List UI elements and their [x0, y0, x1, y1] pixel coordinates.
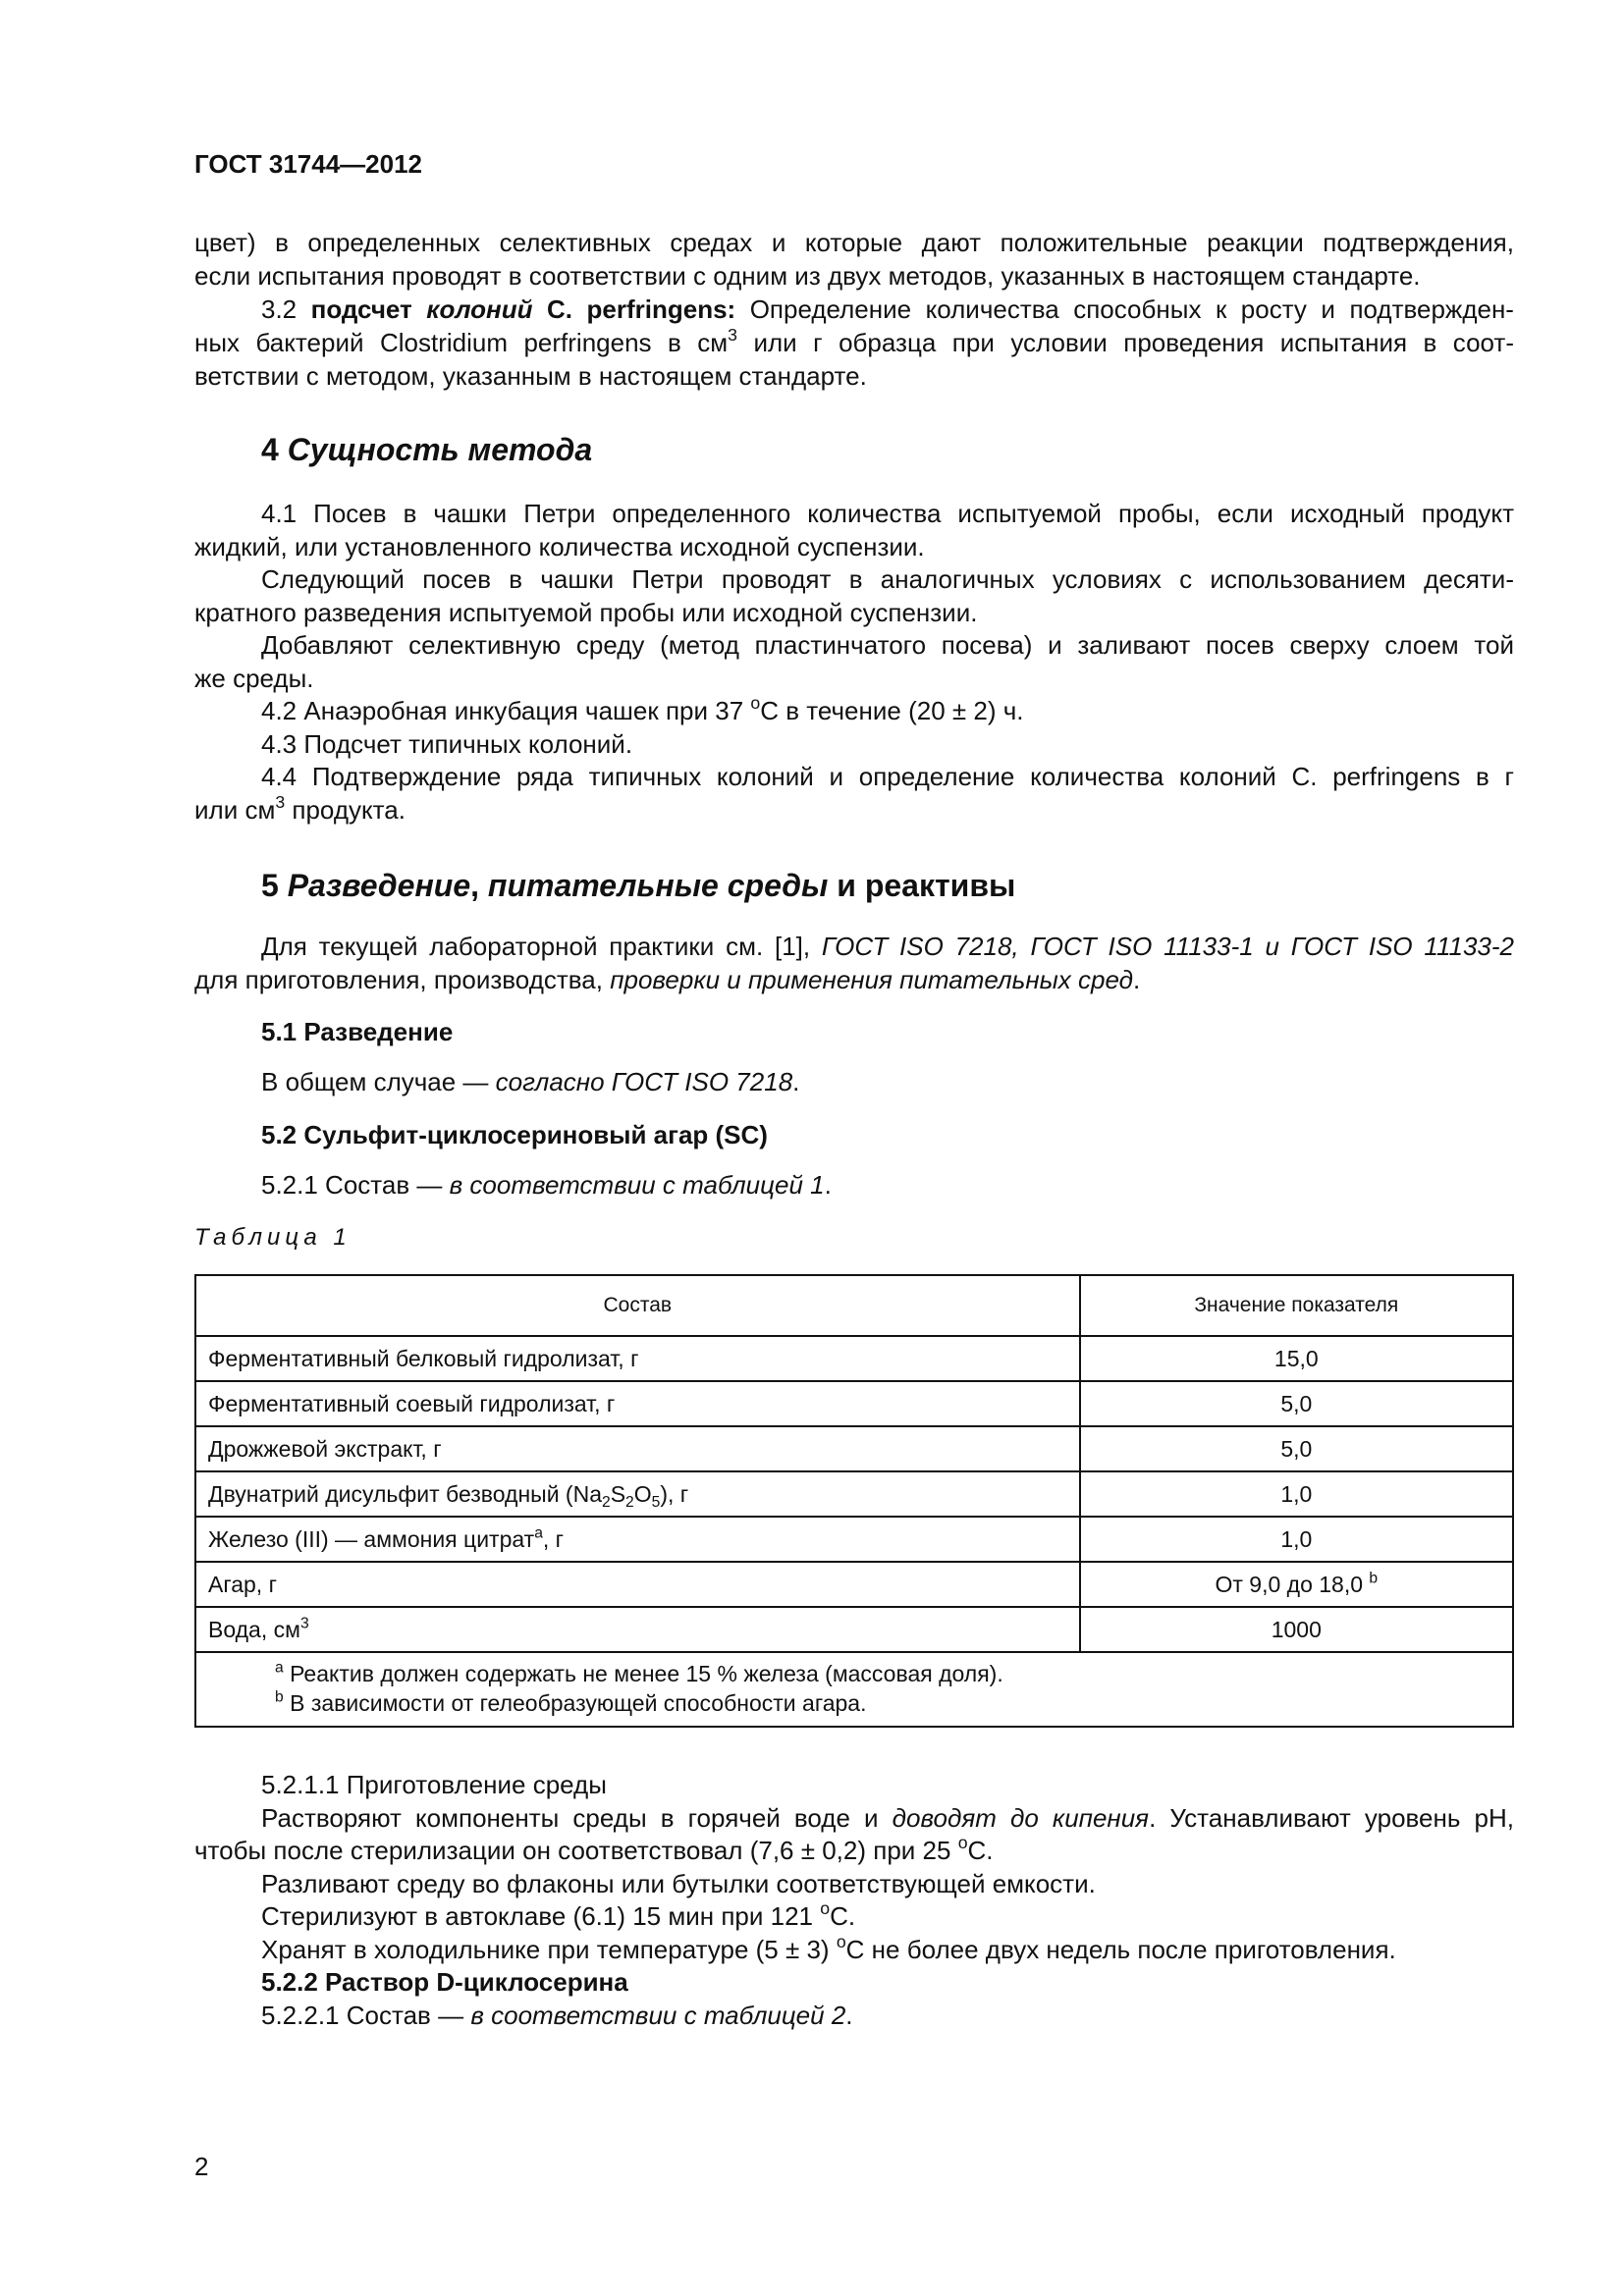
text-part: или г образца при условии проведения испытания в соот-	[737, 328, 1514, 357]
text-part: 5.2.1 Состав —	[261, 1170, 450, 1200]
text-part: проверки и применения питательных сред	[610, 965, 1133, 994]
term-part: C. perfringens:	[532, 294, 736, 324]
value-cell: 1000	[1080, 1607, 1513, 1652]
section-title: Сущность метода	[287, 432, 593, 467]
degree-sign: о	[750, 693, 761, 714]
paragraph-line: кратного разведения испытуемой пробы или исходной суспензии.	[194, 598, 978, 627]
text-part: Вода, см	[208, 1617, 300, 1642]
footnote	[275, 1688, 1500, 1718]
section-5-heading	[261, 866, 1015, 905]
text-part: 5.2.2.1 Состав —	[261, 2001, 471, 2030]
footnote-mark: a	[275, 1659, 284, 1677]
section-number: 4	[261, 432, 288, 467]
text-part: продукта.	[285, 795, 406, 825]
superscript: 3	[299, 1615, 309, 1632]
text-part: для приготовления, производства,	[194, 965, 611, 994]
value-cell	[1080, 1562, 1513, 1607]
definition-number: 3.2	[261, 294, 311, 324]
text-part: ных бактерий Clostridium perfringens в см	[194, 328, 729, 357]
degree-sign: о	[836, 1932, 846, 1952]
paragraph-line: 4.4 Подтверждение ряда типичных колоний и определение количества колоний C. perfringens в г	[261, 762, 1514, 791]
paragraph-line: если испытания проводят в соответствии с одним из двух методов, указанных в настоящем стандарте.	[194, 261, 1421, 291]
paragraph-line: жидкий, или установленного количества исходной суспензии.	[194, 532, 925, 561]
paragraph-line	[261, 1933, 1396, 1966]
paragraph-line	[261, 1065, 799, 1098]
term-part: колоний	[426, 294, 533, 324]
text-part: С в течение (20 ± 2) ч.	[760, 696, 1024, 725]
text-part: .	[845, 2001, 853, 2030]
text-part: Хранят в холодильнике при температуре (5 ± 3)	[261, 1935, 837, 1964]
footnote-mark: a	[534, 1524, 543, 1542]
text-part: ), г	[660, 1481, 689, 1507]
table-row	[195, 1562, 1513, 1607]
paragraph-line	[194, 793, 406, 827]
text-part: чтобы после стерилизации он соответствовал (7,6 ± 0,2) при 25	[194, 1836, 958, 1865]
paragraph-line	[194, 1834, 994, 1867]
degree-sign: о	[957, 1833, 968, 1853]
subscript: 5	[651, 1494, 661, 1511]
paragraph-line	[194, 963, 1140, 996]
title-part: ,	[470, 868, 488, 903]
paragraph-line	[261, 930, 1514, 963]
table-row	[195, 1381, 1513, 1426]
text-part: С.	[967, 1836, 994, 1865]
ingredient-cell	[195, 1607, 1080, 1652]
text-part: Для текущей лабораторной практики см. [1],	[261, 932, 822, 961]
ingredient-cell: Ферментативный соевый гидролизат, г	[195, 1381, 1080, 1426]
text-part: или см	[194, 795, 276, 825]
table-row	[195, 1607, 1513, 1652]
section-4-heading	[261, 430, 592, 469]
title-part: Разведение	[287, 868, 471, 903]
definition-term	[311, 294, 736, 324]
paragraph-line	[261, 1999, 853, 2032]
table-header-row	[195, 1275, 1513, 1336]
paragraph-line: 4.3 Подсчет типичных колоний.	[261, 729, 633, 759]
text-part: S	[610, 1481, 626, 1507]
text-part: .	[792, 1067, 800, 1096]
text-part: в соответствии с таблицей 2	[470, 2001, 846, 2030]
degree-sign: о	[820, 1898, 831, 1919]
subsection-5-1-heading: 5.1 Разведение	[261, 1017, 454, 1046]
text-part: .	[824, 1170, 832, 1200]
text-part: Стерилизуют в автоклаве (6.1) 15 мин при 121	[261, 1901, 821, 1931]
text-part: В общем случае —	[261, 1067, 496, 1096]
table-row	[195, 1426, 1513, 1471]
text-part: Растворяют компоненты среды в горячей воде и	[261, 1803, 893, 1833]
text-part: согласно ГОСТ ISO 7218	[495, 1067, 793, 1096]
table-row	[195, 1471, 1513, 1517]
footnote-mark: b	[275, 1688, 284, 1706]
subsection-5-2-heading: 5.2 Сульфит-циклосериновый агар (SC)	[261, 1120, 768, 1149]
definition-3-2-line1	[261, 293, 1514, 326]
text-part: 4.2 Анаэробная инкубация чашек при 37	[261, 696, 751, 725]
value-cell: 1,0	[1080, 1471, 1513, 1517]
text-part: От 9,0 до 18,0	[1215, 1572, 1370, 1597]
ingredient-cell: Ферментативный белковый гидролизат, г	[195, 1336, 1080, 1381]
definition-3-2-line3: ветствии с методом, указанным в настоящем стандарте.	[194, 361, 867, 391]
paragraph-line: же среды.	[194, 664, 314, 693]
paragraph-line: Добавляют селективную среду (метод пластинчатого посева) и заливают посев сверху слоем той	[261, 630, 1514, 660]
column-header: Значение показателя	[1080, 1275, 1513, 1336]
subscript: 2	[602, 1494, 611, 1511]
text-part: . Устанавливают уровень pH,	[1149, 1803, 1514, 1833]
value-cell: 5,0	[1080, 1426, 1513, 1471]
text-part: , г	[542, 1526, 565, 1552]
section-number: 5	[261, 868, 288, 903]
value-cell: 1,0	[1080, 1517, 1513, 1562]
table-row	[195, 1336, 1513, 1381]
value-cell: 5,0	[1080, 1381, 1513, 1426]
term-part: подсчет	[310, 294, 427, 324]
paragraph-line	[261, 1168, 832, 1201]
definition-text: Определение количества способных к росту и подтвержден-	[735, 294, 1514, 324]
superscript: 3	[728, 325, 737, 346]
text-part: доводят до кипения	[892, 1803, 1150, 1833]
page-number: 2	[194, 2152, 209, 2181]
paragraph-line: цвет) в определенных селективных средах и которые дают положительные реакции подтверждения,	[194, 228, 1514, 257]
title-part: питательные среды	[487, 868, 829, 903]
footnote-mark: b	[1369, 1570, 1379, 1587]
definition-3-2-line2	[194, 326, 1514, 359]
ingredient-cell	[195, 1471, 1080, 1517]
subscript: 2	[625, 1494, 634, 1511]
text-part: С.	[830, 1901, 856, 1931]
paragraph-line	[261, 1899, 855, 1933]
subsection-5-2-1-1-heading: 5.2.1.1 Приготовление среды	[261, 1770, 607, 1799]
document-header: ГОСТ 31744—2012	[194, 149, 422, 179]
text-part: O	[633, 1481, 652, 1507]
paragraph-line: Разливают среду во флаконы или бутылки соответствующей емкости.	[261, 1869, 1096, 1898]
superscript: 3	[275, 792, 286, 813]
column-header: Состав	[195, 1275, 1080, 1336]
table-footnote-row	[195, 1652, 1513, 1727]
paragraph-line	[261, 694, 1023, 727]
text-part: Железо (III) — аммония цитрат	[208, 1526, 535, 1552]
text-part: Двунатрий дисульфит безводный (Na	[208, 1481, 602, 1507]
text-part: ГОСТ ISO 7218, ГОСТ ISO 11133-1 и ГОСТ ISO 11133-2	[821, 932, 1514, 961]
paragraph-line: 4.1 Посев в чашки Петри определенного количества испытуемой пробы, если исходный продукт	[261, 499, 1514, 528]
ingredient-cell: Дрожжевой экстракт, г	[195, 1426, 1080, 1471]
composition-table	[194, 1274, 1514, 1728]
table-footnotes	[195, 1652, 1513, 1727]
paragraph-line	[261, 1801, 1514, 1835]
footnote-text: В зависимости от гелеобразующей способности агара.	[283, 1690, 867, 1716]
text-part: в соответствии с таблицей 1	[449, 1170, 825, 1200]
title-part: и реактивы	[828, 868, 1016, 903]
table-caption: Таблица 1	[194, 1224, 352, 1251]
paragraph-line: Следующий посев в чашки Петри проводят в аналогичных условиях с использованием десяти-	[261, 564, 1514, 594]
text-part: С не более двух недель после приготовления.	[845, 1935, 1396, 1964]
text-part: .	[1133, 965, 1141, 994]
table-row	[195, 1517, 1513, 1562]
ingredient-cell	[195, 1517, 1080, 1562]
subsection-5-2-2-heading: 5.2.2 Раствор D-циклосерина	[261, 1967, 628, 1997]
value-cell: 15,0	[1080, 1336, 1513, 1381]
ingredient-cell: Агар, г	[195, 1562, 1080, 1607]
footnote	[275, 1659, 1500, 1688]
footnote-text: Реактив должен содержать не менее 15 % железа (массовая доля).	[283, 1661, 1003, 1686]
